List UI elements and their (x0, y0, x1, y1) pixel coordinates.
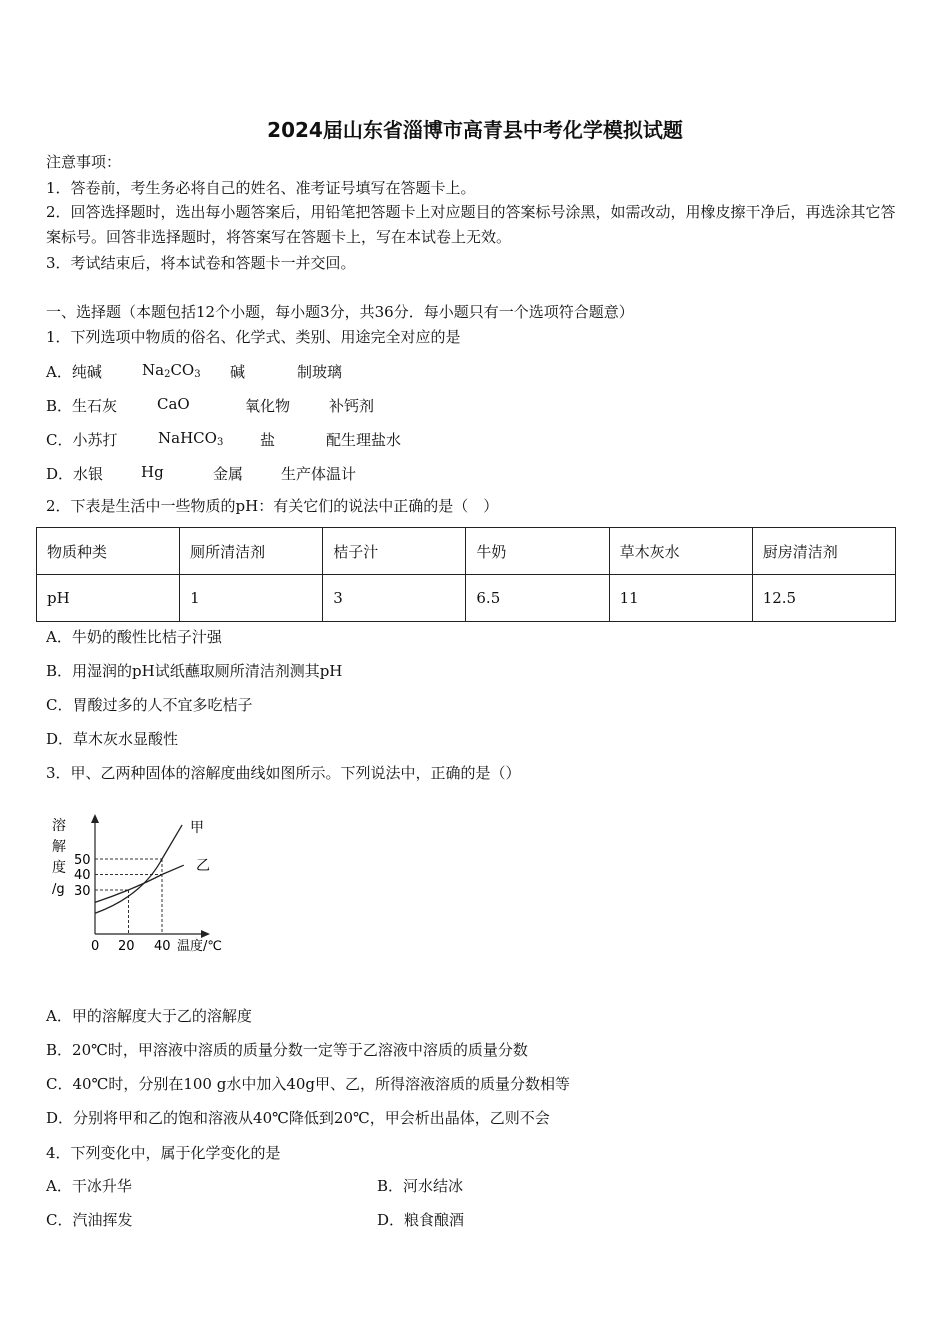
y-tick-label: 40 (74, 868, 91, 883)
y-tick-label: 50 (74, 853, 91, 868)
q3-stem: 3．甲、乙两种固体的溶解度曲线如图所示。下列说法中，正确的是（） (46, 764, 521, 782)
section-heading: 一、选择题（本题包括12个小题，每小题3分，共36分．每小题只有一个选项符合题意） (46, 303, 634, 321)
x-tick-label: 20 (118, 939, 135, 954)
q1-a-formula: $Na_2CO_3$ (142, 361, 201, 380)
table-cell: 牛奶 (466, 528, 609, 575)
table-cell: 厨房清洁剂 (752, 528, 895, 575)
curve-label-yi: 乙 (196, 858, 210, 874)
x-tick-label: 0 (91, 939, 100, 954)
x-axis-title: 温度/℃ (177, 939, 222, 954)
q3-option-c: C．40℃时，分别在100 g水中加入40g甲、乙，所得溶液溶质的质量分数相等 (46, 1075, 571, 1093)
table-cell: 桔子汁 (323, 528, 466, 575)
table-cell: 11 (609, 575, 752, 622)
q2-option-c: C．胃酸过多的人不宜多吃桔子 (46, 696, 253, 714)
table-cell: 6.5 (466, 575, 609, 622)
q2-option-d: D．草木灰水显酸性 (46, 730, 179, 748)
ylabel-char: /g (52, 882, 65, 897)
table-row (37, 575, 896, 622)
table-cell: 草木灰水 (609, 528, 752, 575)
notice-heading: 注意事项： (46, 153, 122, 171)
ylabel-char: 溶 (52, 818, 66, 834)
curve-label-jia: 甲 (190, 820, 204, 836)
q1-stem: 1．下列选项中物质的俗名、化学式、类别、用途完全对应的是 (46, 328, 461, 346)
table-cell: 12.5 (752, 575, 895, 622)
q3-option-a: A．甲的溶解度大于乙的溶解度 (46, 1007, 252, 1025)
curve-jia (95, 825, 182, 913)
table-cell: 厕所清洁剂 (180, 528, 323, 575)
notice-item-1: 1．答卷前，考生务必将自己的姓名、准考证号填写在答题卡上。 (46, 179, 476, 197)
ylabel-char: 解 (52, 839, 66, 855)
q2-option-a: A．牛奶的酸性比桔子汁强 (46, 628, 222, 646)
ph-table (36, 527, 896, 622)
table-header-row (37, 528, 896, 575)
curve-yi (95, 865, 184, 902)
y-tick-label: 30 (74, 884, 91, 899)
table-cell: 1 (180, 575, 323, 622)
q4-option-c: C．汽油挥发 (46, 1211, 133, 1229)
x-tick-label: 40 (154, 939, 171, 954)
q3-option-d: D．分别将甲和乙的饱和溶液从40℃降低到20℃，甲会析出晶体，乙则不会 (46, 1109, 550, 1127)
table-cell: pH (37, 575, 180, 622)
q4-option-d: D．粮食酿酒 (377, 1211, 465, 1229)
q2-option-b: B．用湿润的pH试纸蘸取厕所清洁剂测其pH (46, 662, 343, 680)
solubility-chart (44, 806, 244, 962)
table-cell: 物质种类 (37, 528, 180, 575)
q4-option-b: B．河水结冰 (377, 1177, 464, 1195)
notice-item-2: 2．回答选择题时，选出每小题答案后，用铅笔把答题卡上对应题目的答案标号涂黑，如需改动，用橡皮擦干净后，再选涂其它答案标号。回答非选择题时，将答案写在答题卡上，写在本试卷上无效。 (46, 203, 896, 246)
q4-stem: 4．下列变化中，属于化学变化的是 (46, 1144, 281, 1162)
q4-option-a: A．干冰升华 (46, 1177, 132, 1195)
table-cell: 3 (323, 575, 466, 622)
y-axis-arrow (91, 814, 99, 823)
ylabel-char: 度 (52, 860, 66, 876)
q3-option-b: B．20℃时，甲溶液中溶质的质量分数一定等于乙溶液中溶质的质量分数 (46, 1041, 528, 1059)
q2-stem: 2．下表是生活中一些物质的pH：有关它们的说法中正确的是（ ） (46, 497, 499, 515)
x-axis-arrow (201, 930, 210, 938)
notice-item-3: 3．考试结束后，将本试卷和答题卡一并交回。 (46, 254, 356, 272)
page-title: 2024届山东省淄博市高青县中考化学模拟试题 (267, 118, 683, 142)
